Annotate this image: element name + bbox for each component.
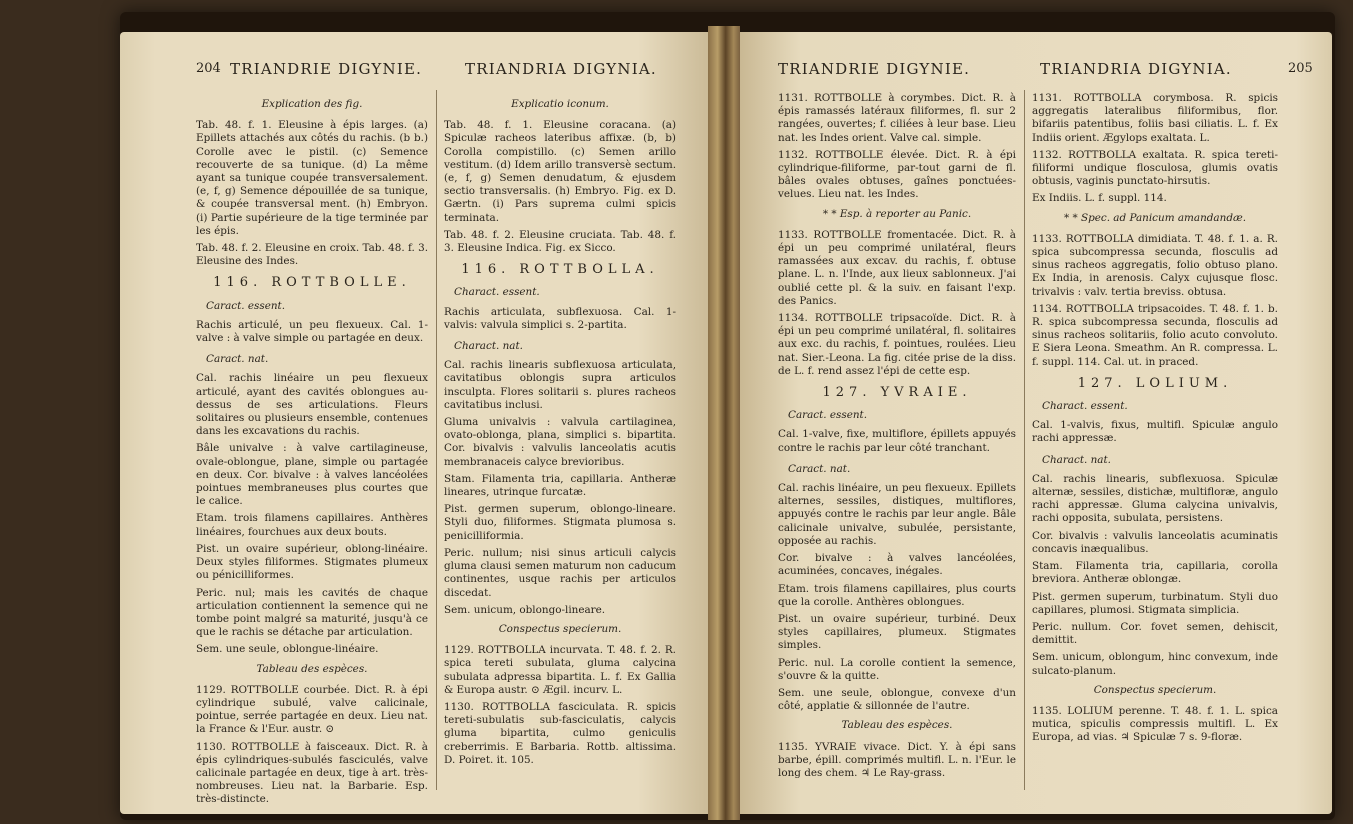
open-book xyxy=(120,12,1335,820)
paragraph: Cal. rachis linéaire, un peu flexueux. Epillets alternes, sessiles, distiques, multiflores, appuyés contre le rachis par leur angle. Bâle calicinale univalve, subulée, persistante, opposée au rachis. xyxy=(778,482,1016,547)
section-heading: Explicatio iconum. xyxy=(511,98,609,110)
paragraph: 1135. YVRAIE vivace. Dict. Y. à épi sans barbe, épill. comprimés multifl. L. n. l'Eur. le long des chem. ♃ Le Ray-grass. xyxy=(778,740,1016,779)
paragraph: Rachis articulé, un peu flexueux. Cal. 1-valve : à valve simple ou partagée en deux. xyxy=(196,318,428,345)
paragraph: Stam. Filamenta tria, capillaria. Antheræ lineares, utrinque furcatæ. xyxy=(444,472,676,499)
paragraph: Cal. 1-valvis, fixus, multifl. Spiculæ angulo rachi appressæ. xyxy=(1032,419,1278,445)
left-page xyxy=(120,32,708,814)
paragraph: 1134. ROTTBOLLE tripsacoïde. Dict. R. à épi un peu comprimé unilatéral, fl. solitaires aux exc. du rachis, f. pointues, roulées. Lieu nat. Sier.-Leona. La fig. citée prise de la diss. de L. f. rend assez l'épi de cette esp. xyxy=(778,312,1016,377)
subheading: Charact. essent. xyxy=(1042,400,1128,413)
paragraph: Etam. trois filamens capillaires. Anthères linéaires, fourchues aux deux bouts. xyxy=(196,512,428,538)
paragraph: 1130. ROTTBOLLA fasciculata. R. spicis tereti-subulatis sub-fasciculatis, calycis gluma bipartita, culmo geniculis creberrimis. E Barbaria. Rottb. altissima. D. Poiret. it. 105. xyxy=(444,700,676,766)
left-page-number: 204 xyxy=(196,61,221,76)
subheading: Caract. nat. xyxy=(206,353,269,366)
paragraph: 1133. ROTTBOLLE fromentacée. Dict. R. à épi un peu comprimé unilatéral, fleurs ramassées aux excav. du rachis, f. obtuse plane. L. n. l'Inde, aux lieux sablonneux. J'ai oublié cette pl. & la suiv. en faisant l'exp. des Panics. xyxy=(778,228,1016,307)
subheading: Charact. nat. xyxy=(1042,453,1111,466)
section-heading: Explication des fig. xyxy=(261,98,363,110)
section-heading: Conspectus specierum. xyxy=(498,622,622,635)
paragraph: Pist. un ovaire supérieur, turbiné. Deux styles capillaires, plumeux. Stigmates simples. xyxy=(778,612,1016,652)
paragraph: Bâle univalve : à valve cartilagineuse, ovale-oblongue, plane, simple ou partagée en deux. Cor. bivalve : à valves lancéolées pointues membraneuses plus courtes que le calice. xyxy=(196,442,428,508)
genus-heading: 116. ROTTBOLLE. xyxy=(213,275,411,291)
paragraph: 1129. ROTTBOLLE courbée. Dict. R. à épi cylindrique subulé, valve calicinale, pointue, serrée partagée en deux. Lieu nat. la France & l'Eur. austr. ⊙ xyxy=(196,683,428,736)
subheading: Caract. nat. xyxy=(788,462,851,475)
subheading: Charact. essent. xyxy=(454,286,540,299)
paragraph: Cal. rachis linearis, subflexuosa. Spiculæ alternæ, sessiles, distichæ, multifloræ, angulo rachi appressæ. Gluma calycina univalvis, rachi opposita, subulata, persistens. xyxy=(1032,472,1278,525)
paragraph: 1131. ROTTBOLLA corymbosa. R. spicis aggregatis lateralibus filiformibus, flor. bifariis patentibus, foliis basi ciliatis. L. f. Ex Indiis orient. Ægylops exaltata. L. xyxy=(1032,92,1278,144)
paragraph: Sem. unicum, oblongum, hinc convexum, inde sulcato-planum. xyxy=(1032,651,1278,677)
right-page-number: 205 xyxy=(1288,61,1313,76)
paragraph: Cor. bivalvis : valvulis lanceolatis acuminatis concavis inæqualibus. xyxy=(1032,529,1278,555)
right-page-french-column xyxy=(778,92,1016,784)
book-gutter xyxy=(708,26,740,820)
column-divider xyxy=(436,90,437,790)
right-header-french: TRIANDRIE DIGYNIE. xyxy=(778,60,971,78)
left-page-latin-column xyxy=(444,92,676,771)
paragraph: 1134. ROTTBOLLA tripsacoides. T. 48. f. 1. b. R. spica subcompressa secunda, flosculis ad sinus racheos solitariis, folio acuto convoluto. E Siera Leona. Smeathm. An R. compressa. L. f. suppl. 114. Cal. ut. in praced. xyxy=(1032,302,1278,368)
left-page-header xyxy=(120,60,708,82)
paragraph: Peric. nullum. Cor. fovet semen, dehiscit, demittit. xyxy=(1032,620,1278,647)
section-heading: * * Spec. ad Panicum amandandæ. xyxy=(1063,211,1247,224)
left-header-latin: TRIANDRIA DIGYNIA. xyxy=(465,60,657,78)
paragraph: 1131. ROTTBOLLE à corymbes. Dict. R. à épis ramassés latéraux filiformes, fl. sur 2 rangées, ouvertes; f. ciliées à leur base. Lieu nat. les Indes orient. Valve cal. simple. xyxy=(778,92,1016,144)
paragraph: Sem. une seule, oblongue-linéaire. xyxy=(196,643,379,656)
paragraph: 1135. LOLIUM perenne. T. 48. f. 1. L. spica mutica, spiculis compressis multifl. L. Ex Europa, ad vias. ♃ Spiculæ 7 s. 9-floræ. xyxy=(1032,704,1278,744)
paragraph: Cal. 1-valve, fixe, multiflore, épillets appuyés contre le rachis par leur côté tranchant. xyxy=(778,428,1016,454)
subheading: Caract. essent. xyxy=(206,299,286,312)
subheading: Charact. nat. xyxy=(454,340,523,353)
paragraph: 1129. ROTTBOLLA incurvata. T. 48. f. 2. R. spica tereti subulata, gluma calycina subulata adpressa bipartita. L. f. Ex Gallia & Europa austr. ⊙ Ægil. incurv. L. xyxy=(444,644,676,696)
paragraph: Peric. nullum; nisi sinus articuli calycis gluma clausi semen maturum non caducum continentes, usque rachis per articulos discedat. xyxy=(444,546,676,599)
section-heading: * * Esp. à reporter au Panic. xyxy=(822,207,972,220)
paragraph: 1132. ROTTBOLLE élevée. Dict. R. à épi cylindrique-filiforme, par-tout garni de fl. bâles ovales obtuses, gaînes ponctuées-velues. Lieu nat. les Indes. xyxy=(778,148,1016,201)
paragraph: Etam. trois filamens capillaires, plus courts que la corolle. Anthères oblongues. xyxy=(778,582,1016,608)
paragraph: Pist. germen superum, oblongo-lineare. Styli duo, filiformes. Stigmata plumosa s. penicilliformia. xyxy=(444,503,676,542)
left-page-french-column xyxy=(196,92,428,811)
section-heading: Conspectus specierum. xyxy=(1093,683,1217,696)
paragraph: Cor. bivalve : à valves lancéolées, acuminées, concaves, inégales. xyxy=(778,552,1016,578)
paragraph: Tab. 48. f. 1. Eleusine coracana. (a) Spiculæ racheos lateribus affixæ. (b, b) Corolla compistillo. (c) Semen arillo vestitum. (d) Idem arillo transversè sectum. (e, f, g) Semen denudatum, & ejusdem sectio transversalis. (h) Embryo. Fig. ex D. Gærtn. (i) Pars suprema culmi spicis terminata. xyxy=(444,119,676,224)
paragraph: Cal. rachis linéaire un peu flexueux articulé, ayant des cavités oblongues au-dessus de ses articulations. Fleurs solitaires ou plusieurs ensemble, contenues dans les excavations du rachis. xyxy=(196,372,428,438)
paragraph: Sem. unicum, oblongo-lineare. xyxy=(444,603,606,616)
paragraph: Peric. nul. La corolle contient la semence, s'ouvre & la quitte. xyxy=(778,656,1016,682)
paragraph: 1130. ROTTBOLLE à faisceaux. Dict. R. à épis cylindriques-subulés fasciculés, valve calicinale partagée en deux, tige à art. très-nombreuses. Lieu nat. la Barbarie. Esp. très-distincte. xyxy=(196,740,428,806)
paragraph: Tab. 48. f. 2. Eleusine cruciata. Tab. 48. f. 3. Eleusine Indica. Fig. ex Sicco. xyxy=(444,228,676,255)
column-divider xyxy=(1024,90,1025,790)
paragraph: Pist. un ovaire supérieur, oblong-linéaire. Deux styles filiformes. Stigmates plumeux ou pénicilliformes. xyxy=(196,542,428,582)
paragraph: Tab. 48. f. 1. Eleusine à épis larges. (a) Epillets attachés aux côtés du rachis. (b b.) Corolle avec le pistil. (c) Semence recouverte de sa tunique. (d) La même ayant sa tunique coupée transversalement. (e, f, g) Semence dépouillée de sa tunique, & coupée transversal ment. (h) Embryon. (i) Partie supérieure de la tige terminée par les épis. xyxy=(196,119,428,237)
paragraph: Sem. une seule, oblongue, convexe d'un côté, applatie & sillonnée de l'autre. xyxy=(778,686,1016,713)
paragraph: Rachis articulata, subflexuosa. Cal. 1-valvis: valvula simplici s. 2-partita. xyxy=(444,305,676,331)
right-page xyxy=(740,32,1332,814)
paragraph: Stam. Filamenta tria, capillaria, corolla breviora. Antheræ oblongæ. xyxy=(1032,560,1278,586)
paragraph: Tab. 48. f. 2. Eleusine en croix. Tab. 48. f. 3. Eleusine des Indes. xyxy=(196,242,428,268)
paragraph: Gluma univalvis : valvula cartilaginea, ovato-oblonga, plana, simplici s. bipartita. Cor. bivalvis : valvulis lanceolatis acutis membranaceis calyce brevioribus. xyxy=(444,416,676,468)
paragraph: Ex Indiis. L. f. suppl. 114. xyxy=(1032,192,1167,205)
right-page-latin-column xyxy=(1032,92,1278,749)
left-header-french: TRIANDRIE DIGYNIE. xyxy=(230,60,423,78)
right-header-latin: TRIANDRIA DIGYNIA. xyxy=(1040,60,1232,78)
subheading: Caract. essent. xyxy=(788,409,868,422)
section-heading: Tableau des espèces. xyxy=(256,662,368,675)
genus-heading: 127. YVRAIE. xyxy=(822,385,972,401)
paragraph: Cal. rachis linearis subflexuosa articulata, cavitatibus oblongis supra articulos insculpta. Flores solitarii s. plures racheos cavitatibus inclusi. xyxy=(444,359,676,411)
section-heading: Tableau des espèces. xyxy=(841,719,953,732)
paragraph: 1133. ROTTBOLLA dimidiata. T. 48. f. 1. a. R. spica subcompressa secunda, flosculis ad sinus racheos aggregatis, folio obtuso plano. Ex India, in arenosis. Calyx cujusque flosc. trivalvis : valv. tertia breviss. obtusa. xyxy=(1032,232,1278,298)
right-page-header xyxy=(740,60,1332,82)
paragraph: Pist. germen superum, turbinatum. Styli duo capillares, plumosi. Stigmata simplicia. xyxy=(1032,590,1278,616)
genus-heading: 127. LOLIUM. xyxy=(1077,375,1233,391)
paragraph: 1132. ROTTBOLLA exaltata. R. spica tereti-filiformi undique flosculosa, glumis ovatis obtusis, vaginis punctato-hirsutis. xyxy=(1032,148,1278,188)
paragraph: Peric. nul; mais les cavités de chaque articulation contiennent la semence qui ne tombe point malgré sa maturité, jusqu'à ce que le rachis se détache par articulation. xyxy=(196,586,428,639)
genus-heading: 116. ROTTBOLLA. xyxy=(461,262,659,278)
